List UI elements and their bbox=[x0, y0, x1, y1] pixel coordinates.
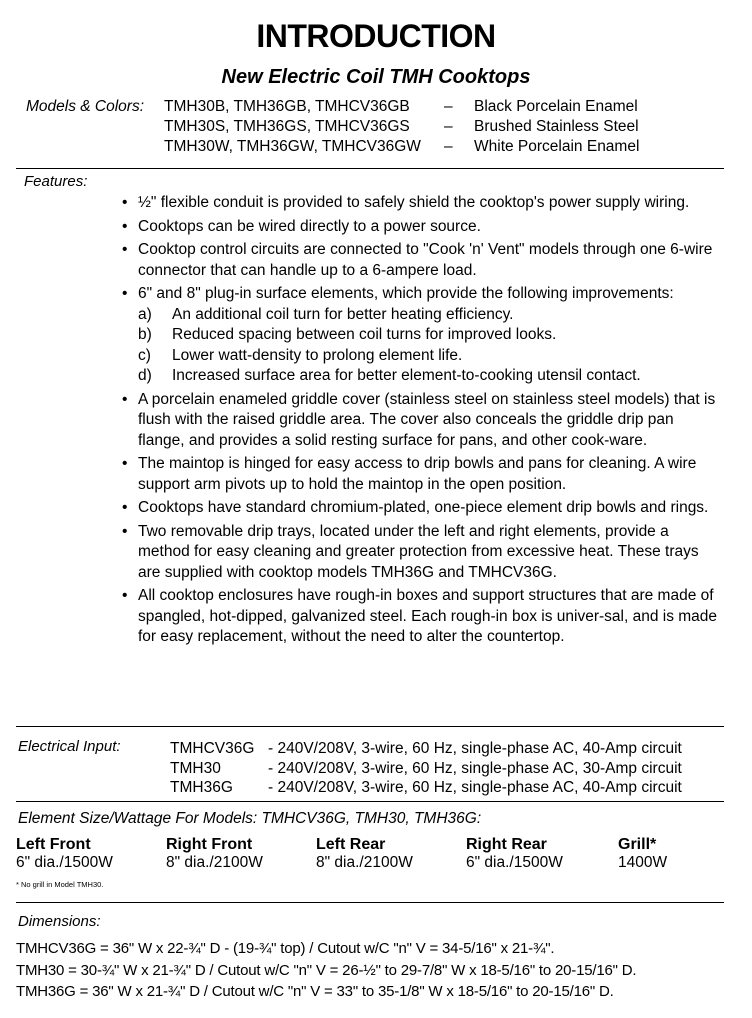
element-column bbox=[166, 836, 263, 872]
feature-item: • ½" flexible conduit is provided to safely shield the cooktop's power supply wiring. bbox=[118, 193, 718, 214]
feature-item: • All cooktop enclosures have rough-in boxes and support structures that are made of spangled, hot-dipped, galvanized steel. Each rough-in box is univer-sal, and is made for easy replacement, without the need to alter the countertop. bbox=[118, 586, 718, 648]
element-position: Right Rear bbox=[466, 836, 547, 853]
dimensions-label: Dimensions: bbox=[18, 913, 101, 930]
feature-item: • Two removable drip trays, located under the left and right elements, provide a method for easy cleaning and greater protection from excessive heat. These trays are supplied with cooktop models TMH36G and TMHCV36G. bbox=[118, 522, 718, 584]
feature-item: • A porcelain enameled griddle cover (stainless steel on stainless steel models) that is flush with the raised griddle area. The cover also conceals the griddle drip pan flange, and provides a solid resting surface for pans, and other cook-ware. bbox=[118, 390, 718, 452]
element-wattage: 6" dia./1500W bbox=[16, 854, 113, 871]
feature-item: • Cooktop control circuits are connected to "Cook 'n' Vent" models through one 6-wire connector that can handle up to a 6-ampere load. bbox=[118, 240, 718, 281]
element-wattage: 1400W bbox=[618, 854, 668, 871]
feature-item: • Cooktops can be wired directly to a power source. bbox=[118, 217, 718, 238]
sub-item: d) Increased surface area for better element-to-cooking utensil contact. bbox=[138, 367, 641, 384]
dimensions-list bbox=[16, 938, 636, 1003]
element-wattage: 6" dia./1500W bbox=[466, 854, 563, 871]
feature-item: • The maintop is hinged for easy access to drip bowls and pans for cleaning. A wire support arm pivots up to hold the maintop in the open position. bbox=[118, 454, 718, 495]
electrical-spec: - 240V/208V, 3-wire, 60 Hz, single-phase AC, 40-Amp circuit bbox=[268, 779, 682, 796]
model-color: Brushed Stainless Steel bbox=[474, 118, 639, 135]
model-dash: – bbox=[444, 118, 453, 135]
electrical-spec: - 240V/208V, 3-wire, 60 Hz, single-phase AC, 30-Amp circuit bbox=[268, 759, 682, 777]
features-label: Features: bbox=[24, 173, 88, 190]
section-divider bbox=[16, 902, 724, 903]
dimension-line: TMH36G = 36" W x 21-¾" D / Cutout w/C "n" V = 33" to 35-1/8" W x 18-5/16" to 20-15/16" D. bbox=[16, 983, 614, 1000]
models-colors-label: Models & Colors: bbox=[26, 98, 145, 115]
element-position: Left Rear bbox=[316, 836, 386, 853]
model-color: Black Porcelain Enamel bbox=[474, 98, 638, 115]
element-column bbox=[16, 836, 113, 872]
feature-item: • Cooktops have standard chromium-plated, one-piece element drip bowls and rings. bbox=[118, 498, 718, 519]
element-column bbox=[466, 836, 563, 872]
model-dash: – bbox=[444, 98, 453, 115]
section-divider bbox=[16, 168, 724, 169]
model-numbers: TMH30B, TMH36GB, TMHCV36GB bbox=[164, 98, 410, 115]
element-wattage: 8" dia./2100W bbox=[166, 854, 263, 871]
dimension-line: TMHCV36G = 36" W x 22-¾" D - (19-¾" top) / Cutout w/C "n" V = 34-5/16" x 21-¾". bbox=[16, 940, 555, 957]
element-position: Grill* bbox=[618, 836, 657, 853]
page-subtitle: New Electric Coil TMH Cooktops bbox=[221, 66, 531, 88]
section-divider bbox=[16, 801, 724, 802]
dimension-line: TMH30 = 30-¾" W x 21-¾" D / Cutout w/C "n" V = 26-½" to 29-7/8" W x 18-5/16" to 20-15/16" D. bbox=[16, 961, 637, 979]
element-wattage: 8" dia./2100W bbox=[316, 854, 413, 871]
element-size-title: Element Size/Wattage For Models: TMHCV36G, TMH30, TMH36G: bbox=[18, 810, 482, 827]
model-numbers: TMH30S, TMH36GS, TMHCV36GS bbox=[164, 118, 410, 135]
grill-footnote: * No grill in Model TMH30. bbox=[16, 880, 104, 889]
model-dash: – bbox=[444, 138, 453, 155]
electrical-model: TMH30 bbox=[170, 759, 221, 777]
feature-item: • 6" and 8" plug-in surface elements, which provide the following improvements: a) An additional coil turn for better heating efficiency. b) Reduced spacing between coil turns for improved looks. c) Lower watt-density to prolong element life. d) Increased surface area for better element-to-cooking utensil contact. bbox=[118, 284, 718, 387]
element-column bbox=[618, 836, 667, 872]
electrical-input-label: Electrical Input: bbox=[18, 738, 121, 755]
features-list bbox=[118, 193, 718, 651]
element-position: Left Front bbox=[16, 836, 91, 853]
element-column bbox=[316, 836, 413, 872]
electrical-spec: - 240V/208V, 3-wire, 60 Hz, single-phase AC, 40-Amp circuit bbox=[268, 740, 682, 757]
sub-item: b) Reduced spacing between coil turns for improved looks. bbox=[138, 326, 557, 343]
page-title: INTRODUCTION bbox=[256, 18, 496, 54]
electrical-model: TMH36G bbox=[170, 779, 233, 796]
electrical-model: TMHCV36G bbox=[170, 740, 255, 757]
section-divider bbox=[16, 726, 724, 727]
sub-item: c) Lower watt-density to prolong element life. bbox=[138, 346, 463, 364]
element-position: Right Front bbox=[166, 836, 253, 853]
model-numbers: TMH30W, TMH36GW, TMHCV36GW bbox=[164, 138, 421, 155]
sub-item: a) An additional coil turn for better heating efficiency. bbox=[138, 305, 514, 323]
improvements-sublist bbox=[138, 305, 718, 387]
model-color: White Porcelain Enamel bbox=[474, 138, 640, 155]
